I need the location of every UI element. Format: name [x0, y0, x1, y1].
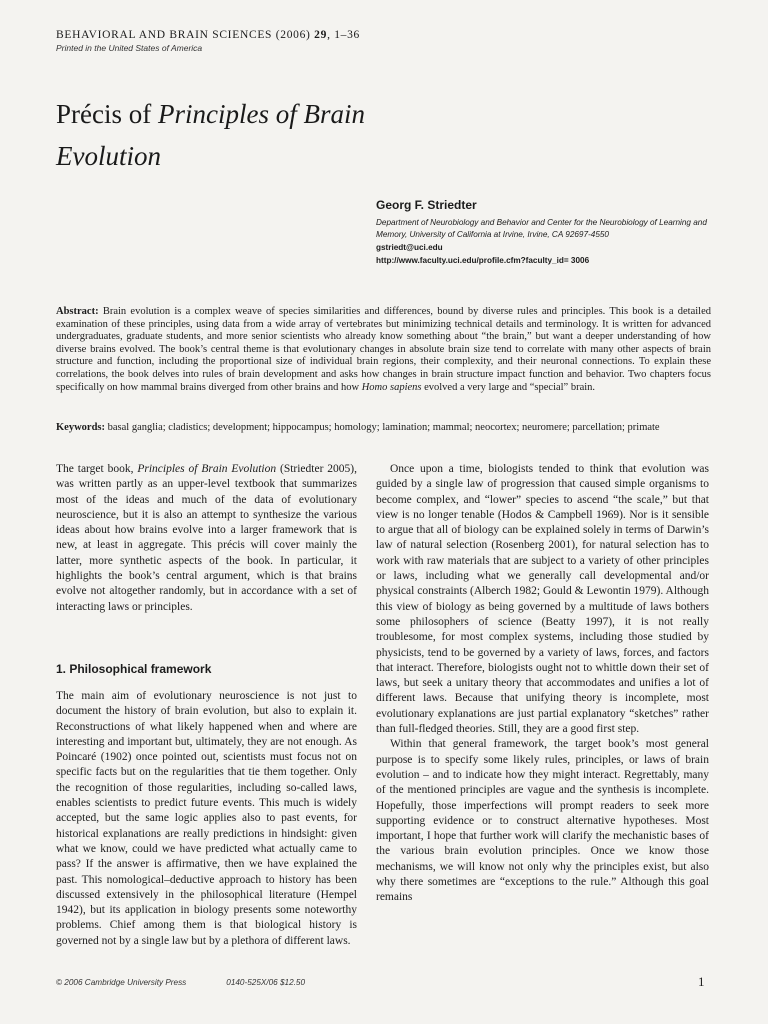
author-affiliation: Department of Neurobiology and Behavior and Center for the Neurobiology of Learning and Memory, University of California at Irvine, Irvine, CA 92697-4550: [376, 218, 707, 239]
right-column: [376, 462, 709, 906]
section-text: The main aim of evolutionary neuroscience is not just to document the history of brain evolution, but also to explain it. Reconstructions of what likely happened when and where are interesting and important but, ultimately, they are not enough. As Poincaré (1902) once pointed out, scientists must focus not on specific facts but on the regularities that tie them together. Only the recognition of those regularities, including so-called laws, enables scientists to predict future events. This much is widely accepted, but the same logic applies also to past events, for historical explanations are really predictions in hindsight: given what we know, could we have predicted what actually came to pass? If the answer is affirmative, then we have explained the past. This nomological–deductive approach to history has been discussed extensively in the philosophical literature (Hempel 1942), but its application in biology presents some noteworthy problems. Chief among them is that biological history is governed not by a single law but by a plethora of different laws.: [56, 690, 357, 947]
paper-title: [56, 93, 476, 177]
journal-volume: 29: [314, 29, 328, 41]
footer-copyright: © 2006 Cambridge University Press: [56, 978, 187, 987]
right-paragraph-1: Once upon a time, biologists tended to think that evolution was guided by a single law of progression that caused simple organisms to become complex, and “lower” species to ascend “the scale,” but that view is no longer tenable (Hodos & Campbell 1969). Nor is it sensible to argue that all of biology can be explained solely in terms of Darwin’s law of natural selection (Rosenberg 2001), for natural selection has to work with raw materials that are subject to a variety of other principles or laws, including what we generally call developmental and/or physical constraints (Alberch 1982; Gould & Lewontin 1979). Although this view of biology as being governed by a multitude of laws bothers some philosophers of science (Beatty 1997), it is not really troublesome, for most complex systems, including those studied by physicists, tend to be governed by a variety of laws, forces, and factors that interact. Therefore, biologists ought not to whittle down their set of laws, but seek a unitary theory that accommodates and unifies a lot of different laws. Because that unifying theory is incomplete, most evolutionary explanations are just partial explanatory “sketches” rather than full-fledged theories. Still, they are a good first step.: [376, 463, 709, 736]
printed-note: Printed in the United States of America: [56, 43, 203, 53]
intro-text-start: The target book,: [56, 463, 138, 475]
journal-pages: , 1–36: [327, 29, 361, 41]
abstract-italic-term: Homo sapiens: [361, 381, 422, 393]
page-number: 1: [698, 974, 705, 989]
journal-name: BEHAVIORAL AND BRAIN SCIENCES (2006): [56, 29, 315, 41]
author-email[interactable]: gstriedt@uci.edu: [376, 243, 443, 252]
footer-issn: 0140-525X/06 $12.50: [226, 978, 306, 987]
intro-paragraph: [56, 462, 357, 615]
intro-book-title: Principles of Brain Evolution: [137, 463, 277, 475]
title-prefix: Précis of: [56, 99, 158, 129]
journal-header: [56, 29, 360, 41]
intro-text-rest: (Striedter 2005), was written partly as an upper-level textbook that summarizes most of the ideas and much of the data of evolutionary neuroscience, but it is also an attempt to synthesize the various ideas about how brains evolve into a larger framework that is new, at least in aggregate. This précis will cover mainly the latter, more synthetic aspects of the book. In particular, it highlights the book’s central argument, which is that brains evolve not altogether randomly, but in accordance with a set of interacting laws or principles.: [56, 463, 357, 613]
keywords-label: Keywords:: [56, 422, 105, 433]
keywords-text: basal ganglia; cladistics; development; hippocampus; homology; lamination; mammal; neocortex; neuromere; parcellation; primate: [105, 422, 660, 433]
footer: [56, 978, 345, 987]
keywords: [56, 422, 711, 435]
title-book-line1: Principles of Brain: [157, 99, 365, 129]
title-book-line2: Evolution: [56, 141, 161, 171]
author-url[interactable]: http://www.faculty.uci.edu/profile.cfm?faculty_id= 3006: [376, 256, 590, 265]
abstract-text: Brain evolution is a complex weave of species similarities and differences, bound by diverse rules and principles. This book is a detailed examination of these principles, using data from a wide array of vertebrates but minimizing technical details and terminology. It is written for advanced undergraduates, graduate students, and more senior scientists who already know something about “the brain,” but want a deeper understanding of how diverse brains evolved. The book’s central theme is that evolutionary changes in absolute brain size tend to correlate with many other aspects of brain structure and function, including the proportional size of individual brain regions, their complexity, and their neuronal connections. To explain these correlations, the book delves into rules of brain development and asks how changes in brain structure impact function and behavior. Two chapters focus specifically on how mammal brains diverged from other brains and how: [56, 306, 711, 393]
author-name: Georg F. Striedter: [376, 198, 477, 212]
abstract-label: Abstract:: [56, 306, 99, 317]
abstract: [56, 306, 711, 394]
abstract-text-end: evolved a very large and “special” brain.: [421, 381, 596, 393]
section-paragraph: [56, 689, 357, 949]
right-paragraph-2: Within that general framework, the target book’s most general purpose is to specify some likely rules, principles, or laws of brain evolution – and to indicate how they might interact. Regrettably, many of the mentioned principles are vague and the synthesis is incomplete. Hopefully, those imperfections will prompt readers to seek more supporting evidence or to construct alternative hypotheses. Most important, I hope that further work will clarify the mechanistic bases of the various brain evolution principles. Once we know those mechanisms, we will know not only why the principles exist, but also why there sometimes are “exceptions to the rule.” Although this goal remains: [376, 738, 709, 904]
section-heading: 1. Philosophical framework: [56, 662, 212, 676]
